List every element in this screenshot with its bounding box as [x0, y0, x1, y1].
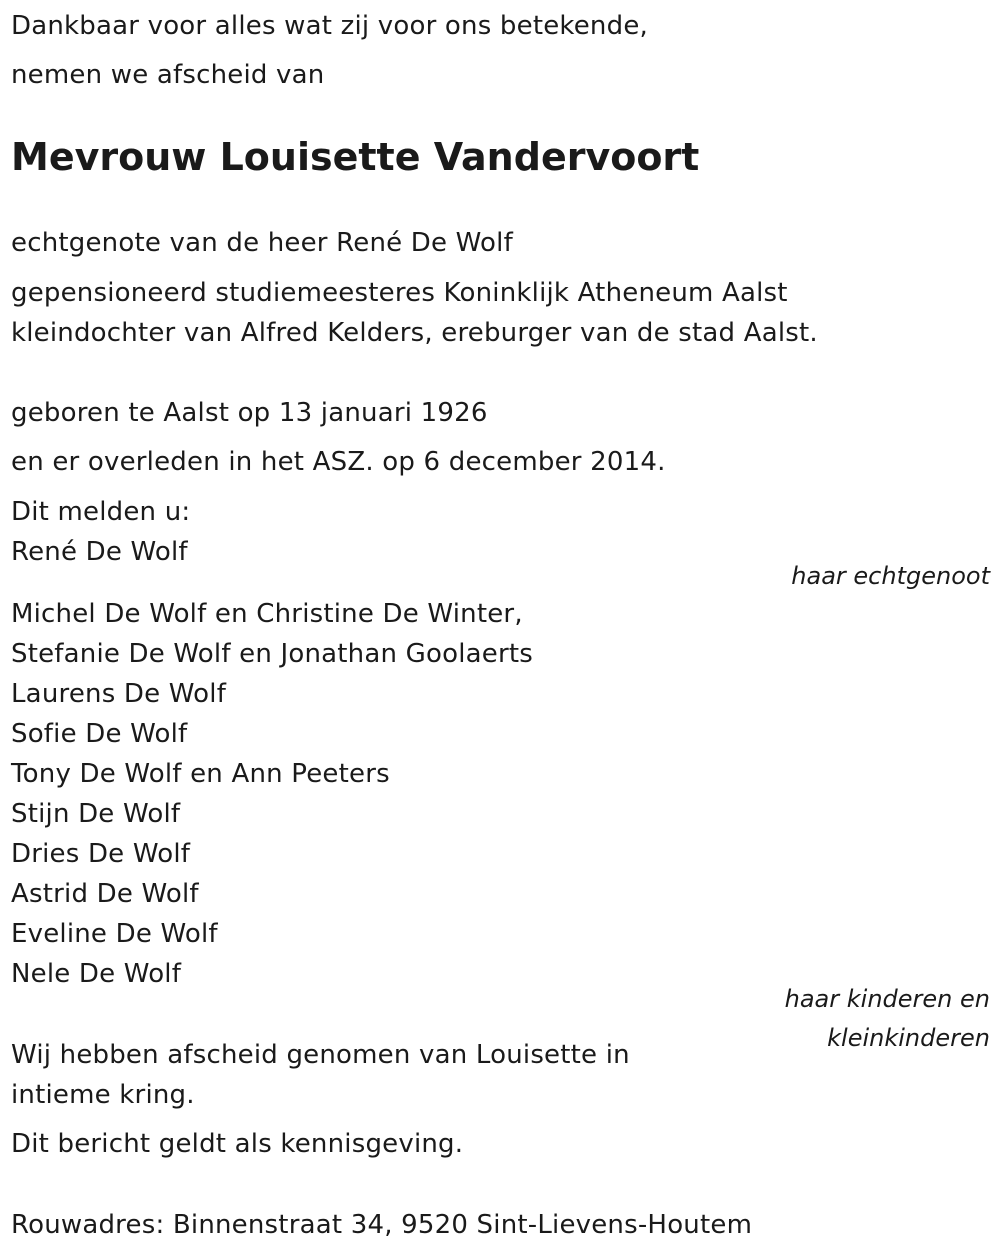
- spouse-role: haar echtgenoot: [791, 562, 990, 590]
- intro-line-1: Dankbaar voor alles wat zij voor ons betekende,: [11, 11, 648, 41]
- announcers-heading: Dit melden u:: [11, 497, 191, 527]
- deceased-name: Mevrouw Louisette Vandervoort: [11, 135, 700, 179]
- family-member: Stefanie De Wolf en Jonathan Goolaerts: [11, 639, 533, 669]
- notice-line: Dit bericht geldt als kennisgeving.: [11, 1129, 464, 1159]
- birth-line: geboren te Aalst op 13 januari 1926: [11, 398, 488, 428]
- intro-line-2: nemen we afscheid van: [11, 60, 325, 90]
- closing-line-1: Wij hebben afscheid genomen van Louisette in: [11, 1040, 630, 1070]
- family-member: Dries De Wolf: [11, 839, 191, 869]
- spouse-line: echtgenote van de heer René De Wolf: [11, 228, 513, 258]
- family-role-line-2: kleinkinderen: [827, 1024, 990, 1052]
- family-member: Astrid De Wolf: [11, 879, 199, 909]
- granddaughter-line: kleindochter van Alfred Kelders, ereburger van de stad Aalst.: [11, 318, 818, 348]
- family-role-line-1: haar kinderen en: [784, 985, 990, 1013]
- spouse-name: René De Wolf: [11, 537, 188, 567]
- family-member: Stijn De Wolf: [11, 799, 181, 829]
- address-line: Rouwadres: Binnenstraat 34, 9520 Sint-Lievens-Houtem: [11, 1210, 753, 1240]
- family-member: Tony De Wolf en Ann Peeters: [11, 759, 390, 789]
- profession-line: gepensioneerd studiemeesteres Koninklijk Atheneum Aalst: [11, 278, 788, 308]
- family-member: Nele De Wolf: [11, 959, 182, 989]
- closing-line-2: intieme kring.: [11, 1080, 195, 1110]
- family-member: Laurens De Wolf: [11, 679, 227, 709]
- family-member: Eveline De Wolf: [11, 919, 218, 949]
- death-line: en er overleden in het ASZ. op 6 december 2014.: [11, 447, 666, 477]
- family-member: Michel De Wolf en Christine De Winter,: [11, 599, 523, 629]
- family-member: Sofie De Wolf: [11, 719, 188, 749]
